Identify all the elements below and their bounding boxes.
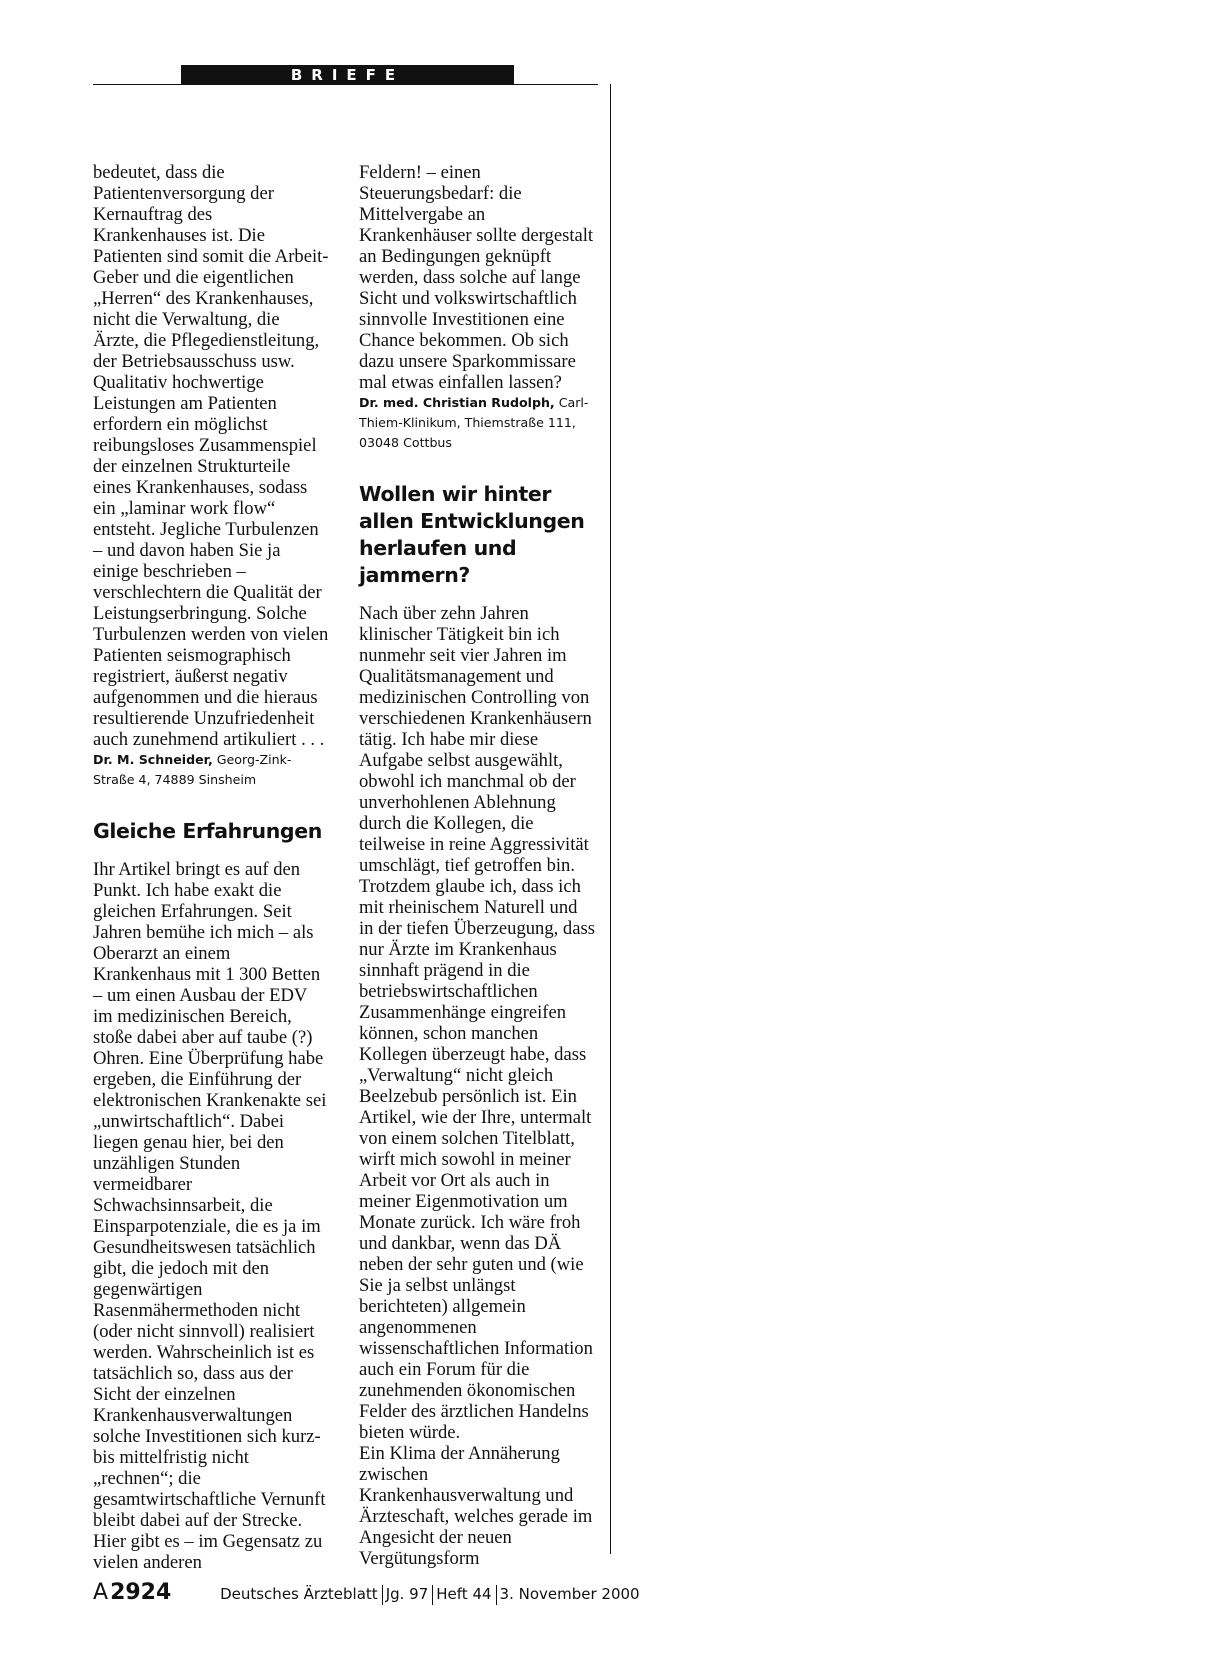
footer-separator: [382, 1585, 383, 1605]
letter-heading: Gleiche Erfahrungen: [93, 819, 322, 843]
journal-volume: Jg. 97: [385, 1585, 429, 1603]
signature-name: Dr. M. Schneider,: [93, 752, 213, 767]
journal-name: Deutsches Ärzteblatt: [220, 1585, 378, 1603]
letter-paragraph: Ein Klima der Annäherung zwischen Krankenhausverwaltung und Ärzteschaft, welches gerade im Angesicht der neuen Vergütungsform: [359, 1443, 593, 1569]
letter-paragraph: Feldern! – einen Steuerungsbedarf: die Mittelvergabe an Krankenhäuser sollte dergestalt an Bedingungen geknüpft werden, dass solche auf lange Sicht und volkswirtschaftlich sinnvolle Investitionen eine Chance bekommen. Ob sich dazu unsere Sparkommissare mal etwas einfallen lassen?: [359, 162, 594, 393]
section-rubric: BRIEFE: [181, 65, 514, 85]
page-number: 2924: [110, 1580, 172, 1605]
page-prefix: A: [93, 1580, 109, 1605]
signature-address: Carl-Thiem-Klinikum, Thiemstraße 111, 03048 Cottbus: [359, 395, 589, 450]
right-column: [359, 162, 595, 1569]
page-footer: [93, 1580, 640, 1605]
issue-date: 3. November 2000: [499, 1585, 640, 1603]
letter-signature: [93, 750, 329, 790]
footer-separator: [496, 1585, 497, 1605]
letter-paragraph: bedeutet, dass die Patientenversorgung der Kernauftrag des Krankenhauses ist. Die Patienten sind somit die Arbeit-Geber und die eigentlichen „Herren“ des Krankenhauses, nicht die Verwaltung, die Ärzte, die Pflegedienstleitung, der Betriebsausschuss usw.: [93, 162, 329, 372]
letter-paragraph: Qualitativ hochwertige Leistungen am Patienten erfordern ein möglichst reibungsloses Zusammenspiel der einzelnen Strukturteile eines Krankenhauses, sodass ein „laminar work flow“ entsteht. Jegliche Turbulenzen – und davon haben Sie ja einige beschrieben – verschlechtern die Qualität der Leistungserbringung. Solche Turbulenzen werden von vielen Patienten seismographisch registriert, äußerst negativ aufgenommen und die hieraus resultierende Unzufriedenheit auch zunehmend artikuliert . . .: [93, 372, 329, 750]
signature-name: Dr. med. Christian Rudolph,: [359, 395, 555, 410]
journal-issue: Heft 44: [436, 1585, 492, 1603]
signature-address: Georg-Zink-Straße 4, 74889 Sinsheim: [93, 752, 292, 787]
letter-heading: Wollen wir hinter allen Entwicklungen herlaufen und jammern?: [359, 482, 585, 587]
letter-signature: [359, 393, 595, 453]
column-rule: [610, 84, 611, 1554]
letter-paragraph: Ihr Artikel bringt es auf den Punkt. Ich habe exakt die gleichen Erfahrungen. Seit Jahren bemühe ich mich – als Oberarzt an einem Krankenhaus mit 1 300 Betten – um einen Ausbau der EDV im medizinischen Bereich, stoße dabei aber auf taube (?) Ohren. Eine Überprüfung habe ergeben, die Einführung der elektronischen Krankenakte sei „unwirtschaftlich“. Dabei liegen genau hier, bei den unzähligen Stunden vermeidbarer Schwachsinnsarbeit, die Einsparpotenziale, die es ja im Gesundheitswesen tatsächlich gibt, die jedoch mit den gegenwärtigen Rasenmähermethoden nicht (oder nicht sinnvoll) realisiert werden. Wahrscheinlich ist es tatsächlich so, dass aus der Sicht der einzelnen Krankenhausverwaltungen solche Investitionen sich kurz- bis mittelfristig nicht „rechnen“; die gesamtwirtschaftliche Vernunft bleibt dabei auf der Strecke. Hier gibt es – im Gegensatz zu vielen anderen: [93, 859, 327, 1573]
footer-separator: [432, 1585, 433, 1605]
letter-paragraph: Nach über zehn Jahren klinischer Tätigkeit bin ich nunmehr seit vier Jahren im Qualitätsmanagement und medizinischen Controlling von verschiedenen Krankenhäusern tätig. Ich habe mir diese Aufgabe selbst ausgewählt, obwohl ich manchmal ob der unverhohlenen Ablehnung durch die Kollegen, die teilweise in reine Aggressivität umschlägt, tief getroffen bin. Trotzdem glaube ich, dass ich mit rheinischem Naturell und in der tiefen Überzeugung, dass nur Ärzte im Krankenhaus sinnhaft prägend in die betriebswirtschaftlichen Zusammenhänge eingreifen können, schon manchen Kollegen überzeugt habe, dass „Verwaltung“ nicht gleich Beelzebub persönlich ist. Ein Artikel, wie der Ihre, untermalt von einem solchen Titelblatt, wirft mich sowohl in meiner Arbeit vor Ort als auch in meiner Eigenmotivation um Monate zurück. Ich wäre froh und dankbar, wenn das DÄ neben der sehr guten und (wie Sie ja selbst unlängst berichteten) allgemein angenommenen wissenschaftlichen Information auch ein Forum für die zunehmenden ökonomischen Felder des ärztlichen Handelns bieten würde.: [359, 603, 595, 1443]
left-column: [93, 162, 329, 1573]
